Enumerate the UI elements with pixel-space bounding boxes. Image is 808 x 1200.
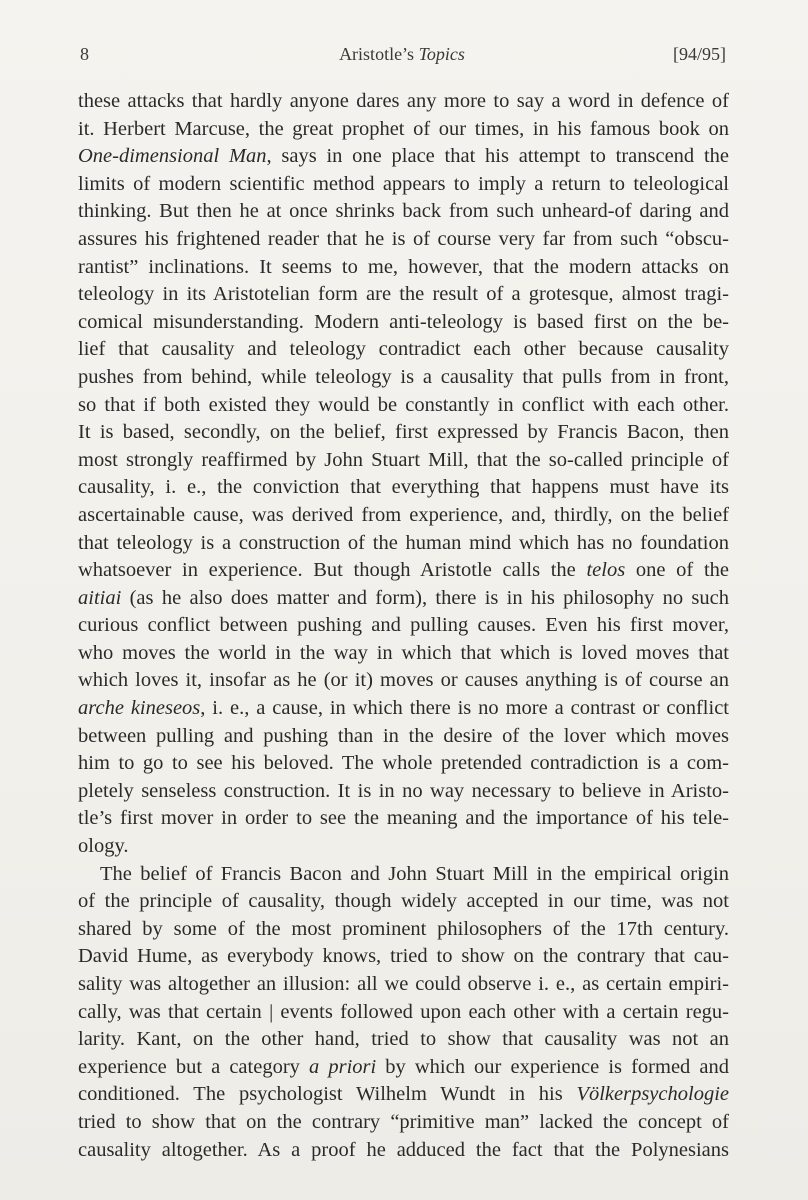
text-run: larity. Kant, on the other hand, tried to show that causality was not an: [78, 1028, 729, 1051]
text-run: tle’s first mover in order to see the meaning and the importance of his tele-: [78, 807, 729, 830]
text-run: , i. e., a cause, in which there is no more a contrast or conflict: [200, 697, 729, 720]
text-run: curious conflict between pushing and pulling causes. Even his first mover,: [78, 614, 729, 637]
italic-phrase: a priori: [309, 1055, 377, 1078]
text-line: [78, 1137, 729, 1165]
text-run: between pulling and pushing than in the desire of the lover which moves: [78, 724, 729, 747]
running-title-italic: Topics: [418, 44, 465, 64]
italic-phrase: One-dimensional Man: [78, 145, 267, 168]
running-head: [78, 44, 726, 70]
text-line: [78, 419, 729, 447]
text-line: [78, 612, 729, 640]
text-line: [78, 750, 729, 778]
text-run: lief that causality and teleology contradict each other because causality: [78, 338, 729, 361]
text-run: whatsoever in experience. But though Aristotle calls the: [78, 559, 587, 582]
text-run: , says in one place that his attempt to transcend the: [266, 145, 729, 168]
text-line: [78, 254, 729, 282]
text-line: [78, 833, 729, 861]
text-line: [78, 1054, 729, 1082]
text-line: [78, 640, 729, 668]
text-line: [78, 474, 729, 502]
text-line: [78, 805, 729, 833]
running-title: [78, 44, 726, 65]
italic-phrase: telos: [586, 559, 626, 582]
paragraph: [78, 861, 729, 1165]
text-run: rantist” inclinations. It seems to me, however, that the modern attacks on: [78, 255, 729, 278]
text-run: experience but a category: [78, 1055, 309, 1078]
text-line: [78, 557, 729, 585]
text-run: shared by some of the most prominent philosophers of the 17th century.: [78, 917, 729, 940]
text-line: [78, 1081, 729, 1109]
text-line: [78, 364, 729, 392]
text-line: [78, 585, 729, 613]
running-title-prefix: Aristotle’s: [339, 44, 419, 64]
text-run: tried to show that on the contrary “primitive man” lacked the concept of: [78, 1110, 729, 1133]
text-line: [78, 888, 729, 916]
text-line: [78, 336, 729, 364]
text-line: [78, 116, 729, 144]
text-run: who moves the world in the way in which that which is loved moves that: [78, 641, 729, 664]
text-line: [78, 999, 729, 1027]
text-line: [78, 198, 729, 226]
body-text: [78, 88, 729, 1164]
text-run: David Hume, as everybody knows, tried to show on the contrary that cau-: [78, 945, 729, 968]
text-line: [78, 309, 729, 337]
text-run: (as he also does matter and form), there is in his philosophy no such: [121, 586, 729, 609]
italic-phrase: Völkerpsychologie: [576, 1083, 729, 1106]
text-run: cally, was that certain | events followed upon each other with a certain regu-: [78, 1000, 729, 1023]
text-run: that teleology is a construction of the human mind which has no foundation: [78, 531, 729, 554]
text-line: [78, 171, 729, 199]
text-line: [78, 861, 729, 889]
text-line: [78, 971, 729, 999]
text-run: causality altogether. As a proof he adduced the fact that the Polynesians: [78, 1138, 729, 1161]
text-run: thinking. But then he at once shrinks back from such unheard-of daring and: [78, 200, 729, 223]
text-run: It is based, secondly, on the belief, first expressed by Francis Bacon, then: [78, 421, 729, 444]
text-run: one of the: [625, 559, 729, 582]
original-page-reference: [94/95]: [673, 44, 726, 64]
text-run: ology.: [78, 835, 129, 858]
text-line: [78, 281, 729, 309]
text-line: [78, 447, 729, 475]
text-line: [78, 392, 729, 420]
text-line: [78, 943, 729, 971]
text-line: [78, 667, 729, 695]
text-line: [78, 502, 729, 530]
page-number: 8: [80, 44, 89, 64]
text-run: by which our experience is formed and: [376, 1055, 729, 1078]
text-line: [78, 778, 729, 806]
text-run: these attacks that hardly anyone dares any more to say a word in defence of: [78, 90, 729, 112]
text-line: [78, 143, 729, 171]
text-run: comical misunderstanding. Modern anti-teleology is based first on the be-: [78, 310, 729, 333]
text-line: [78, 88, 729, 116]
text-line: [78, 530, 729, 558]
text-run: pletely senseless construction. It is in no way necessary to believe in Aristo-: [78, 779, 729, 802]
text-run: limits of modern scientific method appears to imply a return to teleological: [78, 172, 729, 195]
text-run: which loves it, insofar as he (or it) moves or causes anything is of course an: [78, 669, 729, 692]
text-run: assures his frightened reader that he is of course very far from such “obscu-: [78, 227, 729, 250]
text-line: [78, 916, 729, 944]
text-run: pushes from behind, while teleology is a causality that pulls from in front,: [78, 365, 729, 388]
text-run: conditioned. The psychologist Wilhelm Wundt in his: [78, 1083, 577, 1106]
text-run: The belief of Francis Bacon and John Stuart Mill in the empirical origin: [100, 862, 729, 885]
text-run: of the principle of causality, though widely accepted in our time, was not: [78, 890, 729, 913]
text-run: teleology in its Aristotelian form are the result of a grotesque, almost tragi-: [78, 283, 729, 306]
text-run: sality was altogether an illusion: all we could observe i. e., as certain empiri-: [78, 973, 729, 995]
italic-phrase: aitiai: [78, 586, 122, 609]
text-line: [78, 695, 729, 723]
italic-phrase: arche kineseos: [78, 697, 201, 720]
text-run: him to go to see his beloved. The whole pretended contradiction is a com-: [78, 752, 729, 775]
text-line: [78, 723, 729, 751]
text-line: [78, 1026, 729, 1054]
text-run: ascertainable cause, was derived from experience, and, thirdly, on the belief: [78, 503, 729, 526]
text-run: causality, i. e., the conviction that everything that happens must have its: [78, 476, 729, 499]
text-line: [78, 226, 729, 254]
text-line: [78, 1109, 729, 1137]
text-run: so that if both existed they would be constantly in conflict with each other.: [78, 393, 729, 416]
text-run: it. Herbert Marcuse, the great prophet of our times, in his famous book on: [78, 117, 729, 140]
paragraph: [78, 88, 729, 861]
text-run: most strongly reaffirmed by John Stuart Mill, that the so-called principle of: [78, 448, 729, 471]
